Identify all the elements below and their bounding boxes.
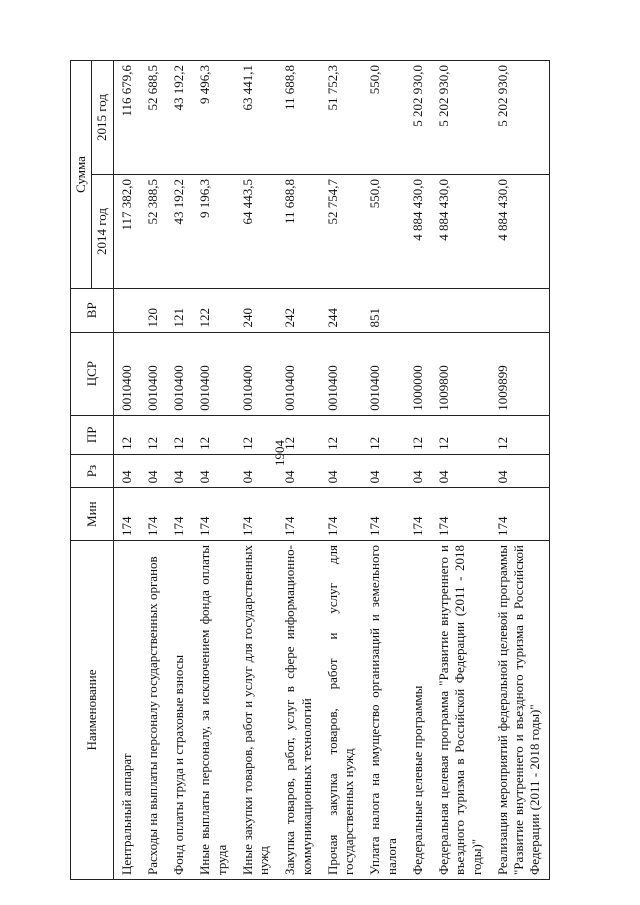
table-row (113, 61, 140, 880)
cell-csr: 0010400 (113, 332, 140, 415)
cell-name: Иные выплаты персоналу, за исключением фонда оплаты труда (192, 541, 235, 880)
cell-csr: 0010400 (235, 332, 278, 415)
table-row (431, 61, 490, 880)
cell-csr: 1000000 (405, 332, 431, 415)
header-vr: ВР (71, 289, 114, 333)
cell-min: 174 (405, 488, 431, 541)
cell-2014: 4 884 430,0 (405, 175, 431, 289)
cell-vr (490, 289, 549, 333)
cell-2014: 9 196,3 (192, 175, 235, 289)
header-pr: ПР (71, 415, 114, 454)
cell-min: 174 (235, 488, 278, 541)
cell-pr: 12 (405, 415, 431, 454)
rotated-table-container (70, 60, 570, 880)
cell-min: 174 (113, 488, 140, 541)
page-number: 1904 (272, 440, 287, 466)
table-row (235, 61, 278, 880)
cell-vr: 120 (140, 289, 166, 333)
cell-2015: 5 202 930,0 (405, 61, 431, 175)
cell-2015: 9 496,3 (192, 61, 235, 175)
cell-pr: 12 (431, 415, 490, 454)
cell-rz: 04 (490, 454, 549, 488)
table-body (113, 61, 549, 880)
table-row (140, 61, 166, 880)
table-row (277, 61, 320, 880)
cell-2015: 43 192,2 (166, 61, 192, 175)
cell-csr: 1009800 (431, 332, 490, 415)
cell-vr: 851 (362, 289, 405, 333)
cell-vr: 121 (166, 289, 192, 333)
cell-csr: 0010400 (166, 332, 192, 415)
cell-2015: 51 752,3 (320, 61, 363, 175)
cell-2014: 4 884 430,0 (431, 175, 490, 289)
cell-rz: 04 (277, 454, 320, 488)
cell-min: 174 (140, 488, 166, 541)
cell-rz: 04 (140, 454, 166, 488)
cell-csr: 0010400 (320, 332, 363, 415)
cell-2015: 550,0 (362, 61, 405, 175)
table-header (71, 61, 114, 880)
cell-csr: 0010400 (362, 332, 405, 415)
cell-vr: 242 (277, 289, 320, 333)
cell-pr: 12 (235, 415, 278, 454)
header-sum: Сумма (71, 61, 92, 289)
cell-name: Уплата налога на имущество организаций и земельного налога (362, 541, 405, 880)
table-row (490, 61, 549, 880)
cell-min: 174 (166, 488, 192, 541)
cell-2014: 52 388,5 (140, 175, 166, 289)
cell-2014: 43 192,2 (166, 175, 192, 289)
cell-min: 174 (192, 488, 235, 541)
cell-name: Фонд оплаты труда и страховые взносы (166, 541, 192, 880)
cell-rz: 04 (431, 454, 490, 488)
cell-2014: 117 382,0 (113, 175, 140, 289)
cell-2015: 11 688,8 (277, 61, 320, 175)
cell-min: 174 (277, 488, 320, 541)
table-row (166, 61, 192, 880)
cell-csr: 0010400 (192, 332, 235, 415)
cell-2015: 116 679,6 (113, 61, 140, 175)
cell-min: 174 (320, 488, 363, 541)
cell-vr (113, 289, 140, 333)
cell-pr: 12 (113, 415, 140, 454)
cell-pr: 12 (140, 415, 166, 454)
cell-rz: 04 (235, 454, 278, 488)
cell-2014: 52 754,7 (320, 175, 363, 289)
cell-2014: 64 443,5 (235, 175, 278, 289)
cell-2015: 5 202 930,0 (431, 61, 490, 175)
budget-table (70, 60, 550, 880)
table-row (362, 61, 405, 880)
cell-min: 174 (490, 488, 549, 541)
cell-2014: 4 884 430,0 (490, 175, 549, 289)
cell-name: Реализация мероприятий федеральной целевой программы "Развитие внутреннего и въездного туризма в Российской Федерации (2011 - 2018 годы)" (490, 541, 549, 880)
cell-2015: 63 441,1 (235, 61, 278, 175)
header-name: Наименование (71, 541, 114, 880)
cell-2014: 550,0 (362, 175, 405, 289)
cell-pr: 12 (166, 415, 192, 454)
cell-rz: 04 (320, 454, 363, 488)
cell-rz: 04 (113, 454, 140, 488)
cell-2015: 52 688,5 (140, 61, 166, 175)
cell-rz: 04 (405, 454, 431, 488)
cell-vr (431, 289, 490, 333)
cell-vr: 122 (192, 289, 235, 333)
header-rz: Рз (71, 454, 114, 488)
header-2015: 2015 год (92, 61, 113, 175)
header-2014: 2014 год (92, 175, 113, 289)
cell-name: Федеральные целевые программы (405, 541, 431, 880)
cell-vr: 244 (320, 289, 363, 333)
cell-csr: 0010400 (277, 332, 320, 415)
cell-vr: 240 (235, 289, 278, 333)
cell-2015: 5 202 930,0 (490, 61, 549, 175)
cell-pr: 12 (490, 415, 549, 454)
cell-name: Центральный аппарат (113, 541, 140, 880)
cell-2014: 11 688,8 (277, 175, 320, 289)
cell-rz: 04 (362, 454, 405, 488)
cell-pr: 12 (362, 415, 405, 454)
header-csr: ЦСР (71, 332, 114, 415)
cell-name: Прочая закупка товаров, работ и услуг для государственных нужд (320, 541, 363, 880)
header-min: Мин (71, 488, 114, 541)
table-row (320, 61, 363, 880)
cell-name: Иные закупки товаров, работ и услуг для государственных нужд (235, 541, 278, 880)
cell-pr: 12 (320, 415, 363, 454)
cell-min: 174 (362, 488, 405, 541)
cell-csr: 1009899 (490, 332, 549, 415)
cell-pr: 12 (277, 415, 320, 454)
cell-pr: 12 (192, 415, 235, 454)
cell-csr: 0010400 (140, 332, 166, 415)
cell-name: Федеральная целевая программа "Развитие внутреннего и въездного туризма в Российской Федерации (2011 - 2018 годы)" (431, 541, 490, 880)
table-row (405, 61, 431, 880)
cell-vr (405, 289, 431, 333)
cell-rz: 04 (166, 454, 192, 488)
cell-rz: 04 (192, 454, 235, 488)
cell-name: Закупка товаров, работ, услуг в сфере информационно-коммуникационных технологий (277, 541, 320, 880)
cell-name: Расходы на выплаты персоналу государственных органов (140, 541, 166, 880)
table-row (192, 61, 235, 880)
cell-min: 174 (431, 488, 490, 541)
